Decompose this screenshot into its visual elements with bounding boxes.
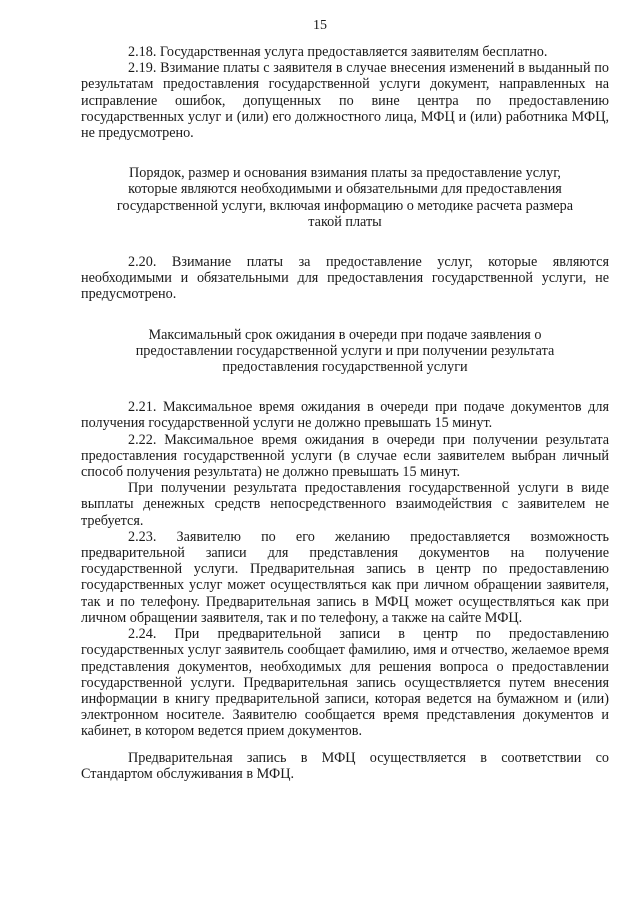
paragraph-2-20: 2.20. Взимание платы за предоставление услуг, которые являются необходимыми и обязательными для предоставления государственной услуги, не предусмотрено. [81,254,609,303]
paragraph-2-21: 2.21. Максимальное время ожидания в очереди при подаче документов для получения государственной услуги не должно превышать 15 минут. [81,399,609,432]
paragraph-2-22: 2.22. Максимальное время ожидания в очереди при получении результата предоставления государственной услуги (в случае если заявителем выбран личный способ получения результата) не должно превышать 15 минут. [81,431,609,481]
section-heading-queue: Максимальный срок ожидания в очереди при подаче заявления о предоставлении государственной услуги и при получении результата предоставления государственной услуги [135,326,555,376]
paragraph-2-24: 2.24. При предварительной записи в центр по предоставлению государственных услуг заявитель сообщает фамилию, имя и отчество, желаемое время представления документов, необходимых для решения вопроса о предоставлении государственной услуги. Предварительная запись осуществляется путем внесения информации в книгу предварительной записи, которая ведется на бумажном и (или) электронном носителе. Заявителю сообщается время представления документов и кабинет, в котором ведется прием документов. [81,626,609,740]
paragraph-2-23: 2.23. Заявителю по его желанию предоставляется возможность предварительной записи для представления документов на получение государственной услуги. Предварительная запись в центр по предоставлению государственных услуг может осуществляться как при личном обращении заявителя, так и по телефону. Предварительная запись в МФЦ может осуществляться как при личном обращении заявителя, так и по телефону, а также на сайте МФЦ. [81,528,609,626]
section-heading-fees: Порядок, размер и основания взимания платы за предоставление услуг, которые являются необходимыми и обязательными для предоставления государственной услуги, включая информацию о методике расчета размера такой платы [116,165,574,230]
page-content [81,44,609,782]
paragraph-2-19: 2.19. Взимание платы с заявителя в случае внесения изменений в выданный по результатам предоставления государственной услуги документ, направленных на исправление ошибок, допущенных по вине центра по предоставлению государственных услуг и (или) его должностного лица, МФЦ и (или) работника МФЦ, не предусмотрено. [81,60,609,142]
paragraph-2-24-note: Предварительная запись в МФЦ осуществляется в соответствии со Стандартом обслуживания в МФЦ. [81,749,609,782]
paragraph-2-22-note: При получении результата предоставления государственной услуги в виде выплаты денежных средств непосредственного взаимодействия с заявителем не требуется. [81,480,609,529]
page-number: 15 [313,18,327,33]
paragraph-2-18: 2.18. Государственная услуга предоставляется заявителям бесплатно. [128,44,548,60]
